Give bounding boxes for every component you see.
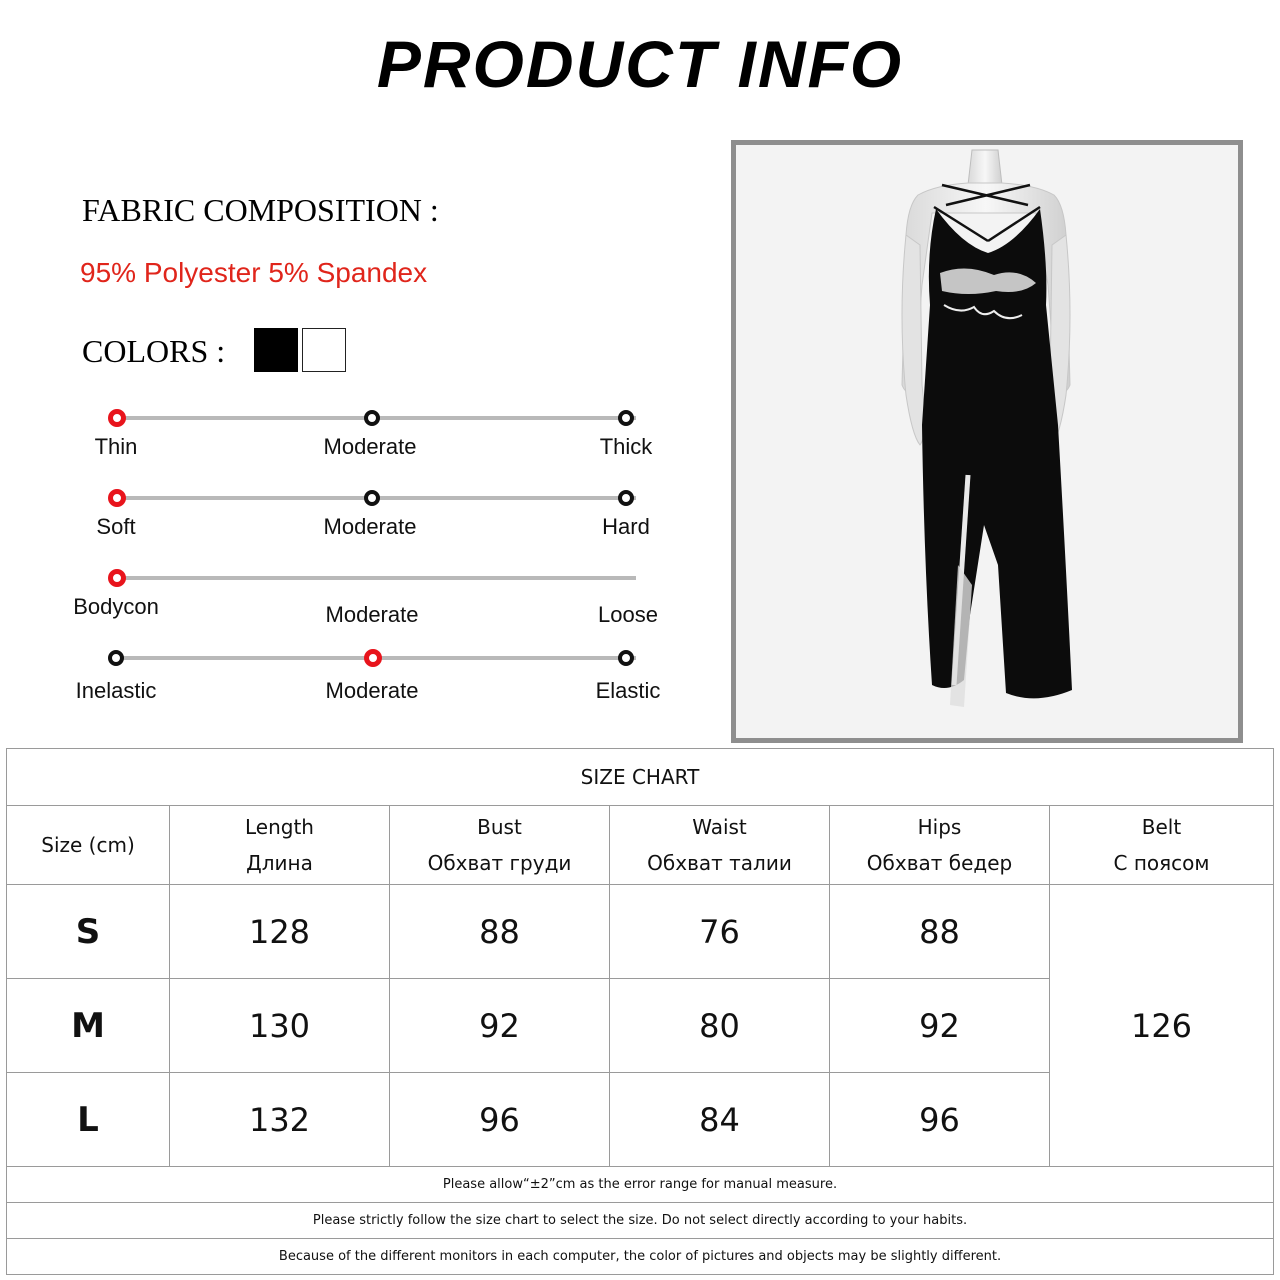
size-chart-title: SIZE CHART	[7, 749, 1274, 806]
scale-label-soft: Soft	[96, 514, 136, 539]
scale-dot-elastic	[618, 650, 634, 666]
waist-value: 80	[610, 979, 830, 1073]
color-swatch-black[interactable]	[254, 328, 298, 372]
thickness-scale	[60, 408, 680, 478]
header-belt: Belt С поясом	[1050, 806, 1274, 885]
scale-dot-moderate	[364, 490, 380, 506]
product-photo[interactable]	[731, 140, 1243, 743]
header-waist: Waist Обхват талии	[610, 806, 830, 885]
table-row	[7, 885, 1274, 979]
fit-scale	[60, 568, 680, 638]
size-selection-note: Please strictly follow the size chart to select the size. Do not select directly according to your habits.	[7, 1203, 1274, 1239]
scale-label-thin: Thin	[94, 434, 138, 459]
length-value: 132	[170, 1073, 390, 1167]
bust-value: 96	[390, 1073, 610, 1167]
page-title: PRODUCT INFO	[376, 27, 904, 101]
fabric-composition-label: FABRIC COMPOSITION :	[82, 192, 439, 228]
waist-value: 84	[610, 1073, 830, 1167]
header-length: Length Длина	[170, 806, 390, 885]
scale-label-moderate: Moderate	[323, 514, 417, 539]
hips-value: 92	[830, 979, 1050, 1073]
fabric-composition-value: 95% Polyester 5% Spandex	[80, 257, 428, 288]
scale-dot-moderate	[364, 410, 380, 426]
scale-dot-inelastic	[108, 650, 124, 666]
hips-value: 88	[830, 885, 1050, 979]
scale-label-hard: Hard	[602, 514, 650, 539]
scale-label-moderate: Moderate	[325, 678, 419, 703]
scale-label-loose: Loose	[598, 602, 658, 627]
scale-label-moderate: Moderate	[325, 602, 419, 627]
bust-value: 92	[390, 979, 610, 1073]
size-label: L	[7, 1073, 170, 1167]
measurement-note: Please allow“±2”cm as the error range for manual measure.	[7, 1167, 1274, 1203]
scale-dot-bodycon	[108, 569, 126, 587]
length-value: 130	[170, 979, 390, 1073]
dress-illustration	[736, 145, 1238, 738]
scale-dot-thin	[108, 409, 126, 427]
scale-dot-soft	[108, 489, 126, 507]
hips-value: 96	[830, 1073, 1050, 1167]
color-disclaimer-note: Because of the different monitors in each computer, the color of pictures and objects may be slightly different.	[7, 1239, 1274, 1275]
color-swatch-white[interactable]	[302, 328, 346, 372]
scale-track	[116, 576, 636, 580]
scale-dot-hard	[618, 490, 634, 506]
elasticity-scale	[60, 648, 680, 718]
colors-label: COLORS :	[82, 333, 226, 369]
size-label: S	[7, 885, 170, 979]
header-bust: Bust Обхват груди	[390, 806, 610, 885]
scale-label-inelastic: Inelastic	[75, 678, 157, 703]
belt-value: 126	[1050, 885, 1274, 1167]
scale-label-bodycon: Bodycon	[73, 594, 159, 619]
header-hips: Hips Обхват бедер	[830, 806, 1050, 885]
scale-dot-moderate	[364, 649, 382, 667]
softness-scale	[60, 488, 680, 558]
header-size: Size (cm)	[7, 806, 170, 885]
size-chart-table	[6, 748, 1274, 1275]
bust-value: 88	[390, 885, 610, 979]
scale-label-moderate: Moderate	[323, 434, 417, 459]
waist-value: 76	[610, 885, 830, 979]
scale-label-elastic: Elastic	[595, 678, 661, 703]
size-label: M	[7, 979, 170, 1073]
scale-label-thick: Thick	[599, 434, 653, 459]
scale-dot-thick	[618, 410, 634, 426]
length-value: 128	[170, 885, 390, 979]
